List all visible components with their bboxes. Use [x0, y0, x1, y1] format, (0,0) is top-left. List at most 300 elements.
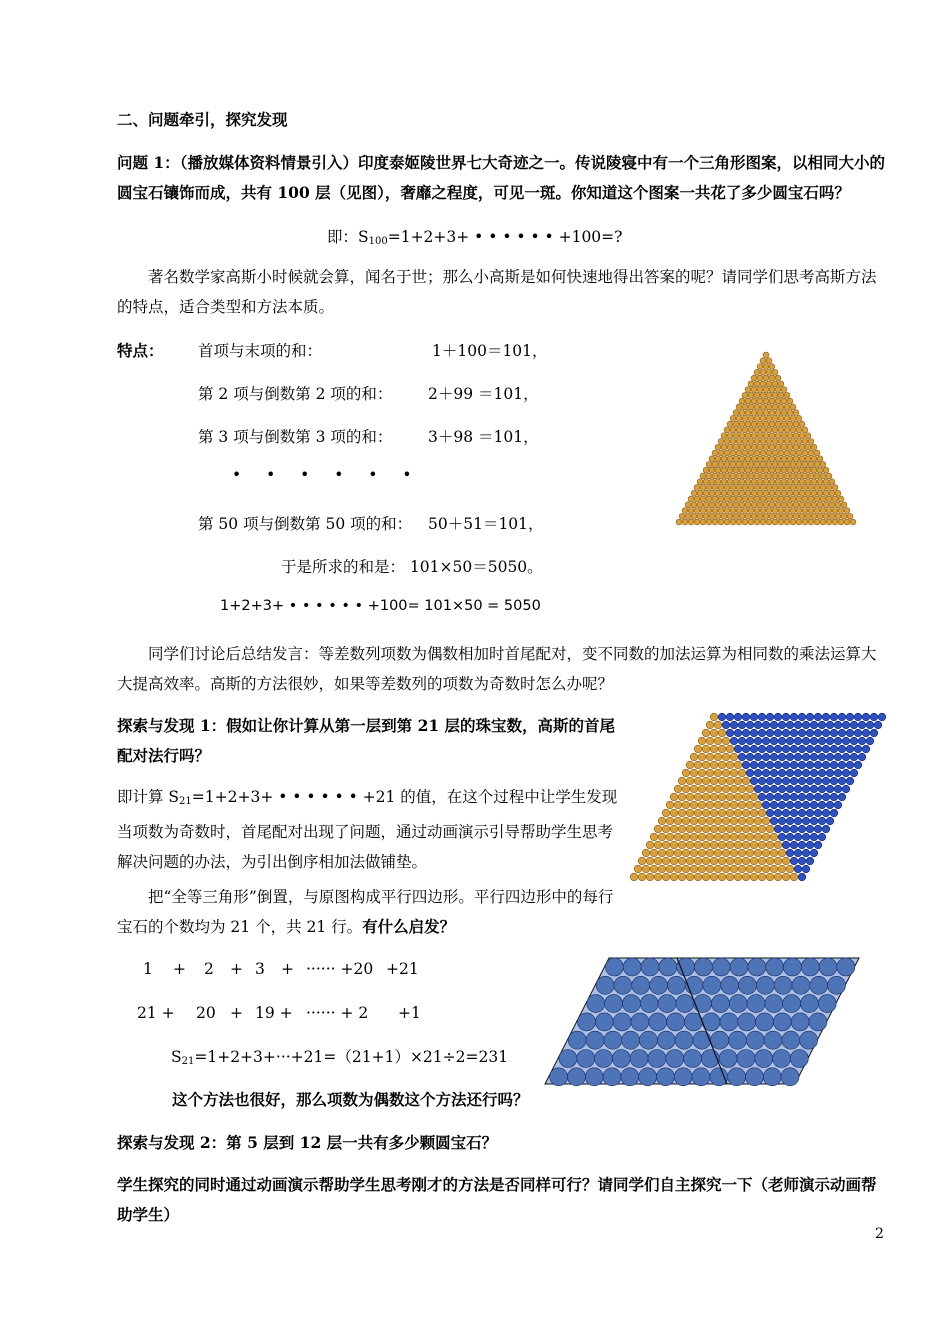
gold-gem: [698, 753, 706, 761]
blue-gem: [782, 729, 790, 737]
blue-circle-gem: [677, 958, 695, 976]
blue-gem: [790, 825, 798, 833]
gold-gem: [730, 849, 738, 857]
gold-gem: [748, 381, 754, 387]
blue-gem: [846, 713, 854, 721]
gold-gem: [769, 364, 775, 370]
blue-gem: [806, 777, 814, 785]
gold-gem: [733, 410, 739, 416]
blue-circle-gem: [603, 1068, 621, 1086]
gold-gem: [763, 433, 769, 439]
gold-gem: [748, 519, 754, 525]
gold-gem: [817, 479, 823, 485]
blue-gem: [842, 785, 850, 793]
blue-gem: [802, 801, 810, 809]
blue-gem: [806, 745, 814, 753]
gold-gem: [715, 479, 721, 485]
gold-gem: [754, 833, 762, 841]
blue-circle-gem: [658, 995, 676, 1013]
gold-gem: [778, 473, 784, 479]
gold-gem: [799, 444, 805, 450]
gold-gem: [754, 473, 760, 479]
gold-gem: [760, 381, 766, 387]
gold-gem: [736, 473, 742, 479]
gold-gem: [763, 456, 769, 462]
gold-gem: [733, 479, 739, 485]
blue-circle-gem: [666, 1050, 684, 1068]
gold-gem: [769, 467, 775, 473]
gold-gem: [770, 833, 778, 841]
gold-gem: [650, 865, 658, 873]
gold-gem: [678, 777, 686, 785]
gold-gem: [694, 761, 702, 769]
gold-gem: [746, 849, 754, 857]
blue-gem: [782, 841, 790, 849]
gold-gem: [682, 833, 690, 841]
gold-gem: [706, 462, 712, 468]
gold-gem: [838, 508, 844, 514]
blue-circle-gem: [676, 995, 694, 1013]
gold-gem: [727, 433, 733, 439]
gold-gem: [702, 793, 710, 801]
gold-gem: [726, 873, 734, 881]
blue-circle-gem: [648, 1050, 666, 1068]
gold-gem: [662, 825, 670, 833]
gold-gem: [769, 421, 775, 427]
gold-gem: [772, 462, 778, 468]
gold-gem: [774, 841, 782, 849]
gold-gem: [754, 415, 760, 421]
gold-gem: [666, 865, 674, 873]
gold-gem: [685, 513, 691, 519]
feature-row-1-right: 1＋100＝101，: [432, 342, 548, 360]
gold-gem: [745, 398, 751, 404]
gold-gem: [706, 473, 712, 479]
gold-gem: [790, 496, 796, 502]
gold-gem: [805, 456, 811, 462]
gauss-paragraph: 著名数学家高斯小时候就会算，闻名于世；那么小高斯是如何快速地得出答案的呢？请同学们思考高斯方法的特点，适合类型和方法本质。: [117, 268, 877, 316]
blue-circle-gem: [711, 995, 729, 1013]
gold-gem: [763, 479, 769, 485]
gold-gem: [781, 433, 787, 439]
gold-gem: [686, 841, 694, 849]
gold-gem: [721, 433, 727, 439]
gold-gem: [745, 502, 751, 508]
blue-gem: [798, 713, 806, 721]
gold-gem: [746, 833, 754, 841]
blue-circle-gem: [614, 976, 632, 994]
gold-gem: [781, 467, 787, 473]
gold-gem: [742, 404, 748, 410]
blue-gem: [790, 777, 798, 785]
gold-gem: [739, 467, 745, 473]
feature-row-1-left: 首项与末项的和：: [198, 342, 323, 360]
gold-gem: [802, 496, 808, 502]
gold-gem: [754, 404, 760, 410]
gold-gem: [814, 508, 820, 514]
gold-gem: [751, 433, 757, 439]
gold-gem: [778, 404, 784, 410]
gold-gem: [774, 857, 782, 865]
blue-gem: [870, 713, 878, 721]
blue-circle-gem: [719, 1050, 737, 1068]
blue-circle-gem: [800, 1031, 818, 1049]
gold-gem: [722, 769, 730, 777]
s21-rest: =1+2+3+···+21=（21+1）×21÷2=231: [194, 1048, 509, 1066]
blue-gem: [782, 777, 790, 785]
blue-gem: [826, 737, 834, 745]
gold-gem: [678, 825, 686, 833]
gold-gem: [727, 513, 733, 519]
gold-gem: [722, 801, 730, 809]
blue-circle-gem: [586, 1031, 604, 1049]
blue-circle-gem: [559, 1050, 577, 1068]
gold-gem: [686, 825, 694, 833]
gold-gem: [762, 833, 770, 841]
blue-gem: [830, 777, 838, 785]
gold-gem: [745, 479, 751, 485]
gold-gem: [778, 381, 784, 387]
gold-gem: [718, 439, 724, 445]
gold-gem: [730, 485, 736, 491]
gold-gem: [781, 513, 787, 519]
gold-gem: [733, 502, 739, 508]
s100-prefix: 即：S: [327, 228, 369, 246]
blue-gem: [758, 729, 766, 737]
blue-gem: [838, 745, 846, 753]
blue-gem: [850, 753, 858, 761]
gold-gem: [682, 508, 688, 514]
gold-gem: [838, 519, 844, 525]
gold-gem: [721, 444, 727, 450]
gold-gem: [808, 450, 814, 456]
gold-gem: [814, 462, 820, 468]
blue-gem: [818, 833, 826, 841]
gold-gem: [724, 439, 730, 445]
gold-gem: [811, 467, 817, 473]
blue-circle-gem: [765, 995, 783, 1013]
blue-gem: [846, 761, 854, 769]
gold-gem: [790, 415, 796, 421]
gold-gem: [835, 502, 841, 508]
gold-gem: [772, 404, 778, 410]
gold-gem: [802, 450, 808, 456]
gold-gem: [710, 857, 718, 865]
gold-gem: [721, 479, 727, 485]
blue-gem: [742, 729, 750, 737]
blue-gem: [726, 729, 734, 737]
gold-gem: [775, 421, 781, 427]
gold-blue-parallelogram-figure: [630, 713, 880, 881]
blue-gem: [766, 793, 774, 801]
blue-circle-gem: [667, 1013, 685, 1031]
blue-gem: [746, 721, 754, 729]
gold-gem: [814, 519, 820, 525]
blue-circle-gem: [782, 1031, 800, 1049]
gold-gem: [702, 761, 710, 769]
blue-gem: [826, 801, 834, 809]
gold-gem: [754, 392, 760, 398]
blue-circle-gem: [773, 1013, 791, 1031]
row2-term-19: 19 +: [255, 1004, 293, 1022]
gold-gem: [710, 825, 718, 833]
gold-gem: [698, 817, 706, 825]
gold-gem: [730, 769, 738, 777]
blue-gem: [818, 769, 826, 777]
blue-gem: [866, 737, 874, 745]
gold-gem: [714, 785, 722, 793]
gold-gem: [733, 444, 739, 450]
blue-circle-gem: [791, 1013, 809, 1031]
blue-gem: [770, 753, 778, 761]
blue-gem: [794, 721, 802, 729]
gold-gem: [727, 490, 733, 496]
gold-gem: [751, 513, 757, 519]
gold-gem: [763, 467, 769, 473]
gold-gem: [754, 427, 760, 433]
gold-gem: [722, 785, 730, 793]
gold-gem: [787, 513, 793, 519]
gold-gem: [796, 415, 802, 421]
good-method-line: 这个方法也很好，那么项数为偶数这个方法还行吗？: [172, 1090, 529, 1109]
blue-gem: [850, 721, 858, 729]
gold-gem: [817, 502, 823, 508]
gold-gem: [724, 508, 730, 514]
blue-gem: [830, 729, 838, 737]
gold-gem: [835, 490, 841, 496]
blue-gem: [770, 721, 778, 729]
gold-gem: [793, 490, 799, 496]
blue-gem: [842, 737, 850, 745]
gold-gem: [793, 513, 799, 519]
blue-circle-gem: [578, 1013, 596, 1031]
blue-gem: [838, 729, 846, 737]
blue-gem: [798, 761, 806, 769]
blue-circle-gem: [632, 976, 650, 994]
gold-gem: [742, 825, 750, 833]
gold-gem: [718, 485, 724, 491]
gold-gem: [811, 502, 817, 508]
gold-gem: [805, 479, 811, 485]
s21-sub: 21: [181, 1056, 195, 1067]
gold-gem: [811, 490, 817, 496]
gold-gem: [654, 825, 662, 833]
blue-gem: [766, 777, 774, 785]
blue-gem: [758, 745, 766, 753]
gold-gem: [714, 833, 722, 841]
blue-gem: [766, 745, 774, 753]
gold-gem: [734, 857, 742, 865]
blue-circle-gem: [605, 995, 623, 1013]
gold-gem: [769, 502, 775, 508]
blue-gem: [818, 737, 826, 745]
gold-gem: [766, 404, 772, 410]
gold-gem: [760, 427, 766, 433]
gold-gem: [742, 777, 750, 785]
gold-gem: [691, 513, 697, 519]
blue-circle-gem: [809, 1013, 827, 1031]
gold-gem: [754, 381, 760, 387]
gold-gem: [702, 729, 710, 737]
gold-gem: [658, 833, 666, 841]
blue-gem: [806, 729, 814, 737]
blue-gem: [806, 841, 814, 849]
gold-gem: [775, 456, 781, 462]
gold-gem: [760, 415, 766, 421]
gold-gem: [750, 857, 758, 865]
blue-gem: [830, 809, 838, 817]
gold-gem: [690, 801, 698, 809]
blue-circle-gem: [684, 1050, 702, 1068]
gold-gem: [712, 508, 718, 514]
gold-gem: [722, 865, 730, 873]
gold-gem: [757, 375, 763, 381]
gold-gem: [796, 496, 802, 502]
gold-gem: [706, 785, 714, 793]
blue-gem: [838, 713, 846, 721]
blue-gem: [794, 801, 802, 809]
gold-gem: [739, 456, 745, 462]
blue-gem: [758, 761, 766, 769]
gold-gem: [712, 473, 718, 479]
blue-circle-gem: [595, 1013, 613, 1031]
gold-gem: [847, 513, 853, 519]
blue-gem: [810, 753, 818, 761]
gold-gem: [820, 462, 826, 468]
gold-gem: [685, 502, 691, 508]
gold-gem: [662, 809, 670, 817]
gold-gem: [706, 833, 714, 841]
gold-gem: [722, 817, 730, 825]
gold-gem: [674, 785, 682, 793]
gold-gem: [694, 496, 700, 502]
gold-gem: [772, 439, 778, 445]
blue-gem: [814, 809, 822, 817]
blue-gem: [810, 785, 818, 793]
gold-gem: [799, 479, 805, 485]
blue-gem: [814, 825, 822, 833]
blue-gem: [778, 753, 786, 761]
blue-gem: [718, 713, 726, 721]
gold-gem: [757, 421, 763, 427]
gold-gem: [748, 462, 754, 468]
blue-gem: [794, 785, 802, 793]
gold-gem: [745, 410, 751, 416]
blue-circle-gem: [612, 1050, 630, 1068]
gold-gem: [775, 479, 781, 485]
gold-gem: [784, 462, 790, 468]
gold-gem: [730, 427, 736, 433]
blue-circle-gem: [656, 1068, 674, 1086]
blue-gem: [782, 761, 790, 769]
gold-gem: [690, 769, 698, 777]
gold-gem: [721, 490, 727, 496]
gold-gem: [784, 427, 790, 433]
gold-gem: [736, 450, 742, 456]
blue-gem: [830, 713, 838, 721]
gold-gem: [670, 793, 678, 801]
gold-gem: [754, 485, 760, 491]
gold-gem: [730, 817, 738, 825]
blue-gem: [790, 793, 798, 801]
blue-gem: [826, 785, 834, 793]
gold-gem: [682, 519, 688, 525]
blue-gem: [794, 817, 802, 825]
gold-gem: [694, 841, 702, 849]
blue-gem: [738, 737, 746, 745]
blue-gem: [782, 713, 790, 721]
blue-gem: [806, 793, 814, 801]
blue-gem: [734, 713, 742, 721]
blue-circle-gem: [738, 1013, 756, 1031]
gold-gem: [734, 761, 742, 769]
blue-gem: [778, 737, 786, 745]
gold-gem: [829, 513, 835, 519]
gold-gem-triangle-figure: [676, 351, 856, 543]
gold-gem: [714, 753, 722, 761]
gold-gem: [700, 485, 706, 491]
gold-gem: [703, 467, 709, 473]
blue-gem: [726, 713, 734, 721]
gold-gem: [739, 479, 745, 485]
gold-gem: [688, 519, 694, 525]
blue-gem: [778, 833, 786, 841]
gold-gem: [775, 513, 781, 519]
blue-gem: [798, 873, 806, 881]
gold-gem: [754, 865, 762, 873]
blue-gem: [762, 801, 770, 809]
gold-gem: [697, 513, 703, 519]
gold-gem: [774, 873, 782, 881]
gold-gem: [738, 801, 746, 809]
gold-gem: [769, 375, 775, 381]
gold-gem: [734, 809, 742, 817]
gold-gem: [666, 801, 674, 809]
blue-circle-gem: [675, 1031, 693, 1049]
gold-gem: [742, 496, 748, 502]
blue-gem: [738, 721, 746, 729]
blue-circle-gem: [641, 958, 659, 976]
gold-gem: [754, 462, 760, 468]
gold-gem: [835, 513, 841, 519]
gold-gem: [817, 490, 823, 496]
gold-gem: [784, 439, 790, 445]
gold-gem: [674, 817, 682, 825]
gold-gem: [769, 513, 775, 519]
gold-gem: [781, 444, 787, 450]
gold-gem: [733, 513, 739, 519]
blue-gem: [822, 825, 830, 833]
blue-gem: [798, 745, 806, 753]
blue-circle-gem: [659, 958, 677, 976]
gold-gem: [754, 508, 760, 514]
gold-gem: [724, 496, 730, 502]
gold-gem: [706, 737, 714, 745]
gold-gem: [781, 456, 787, 462]
blue-gem: [774, 713, 782, 721]
blue-gem: [846, 777, 854, 785]
gold-gem: [751, 456, 757, 462]
blue-circle-gem: [712, 958, 730, 976]
blue-gem: [774, 777, 782, 785]
gold-gem: [714, 769, 722, 777]
gold-gem: [718, 519, 724, 525]
blue-gem: [774, 745, 782, 753]
gold-gem: [700, 473, 706, 479]
gold-gem: [823, 490, 829, 496]
blue-gem: [754, 785, 762, 793]
gold-gem: [778, 519, 784, 525]
